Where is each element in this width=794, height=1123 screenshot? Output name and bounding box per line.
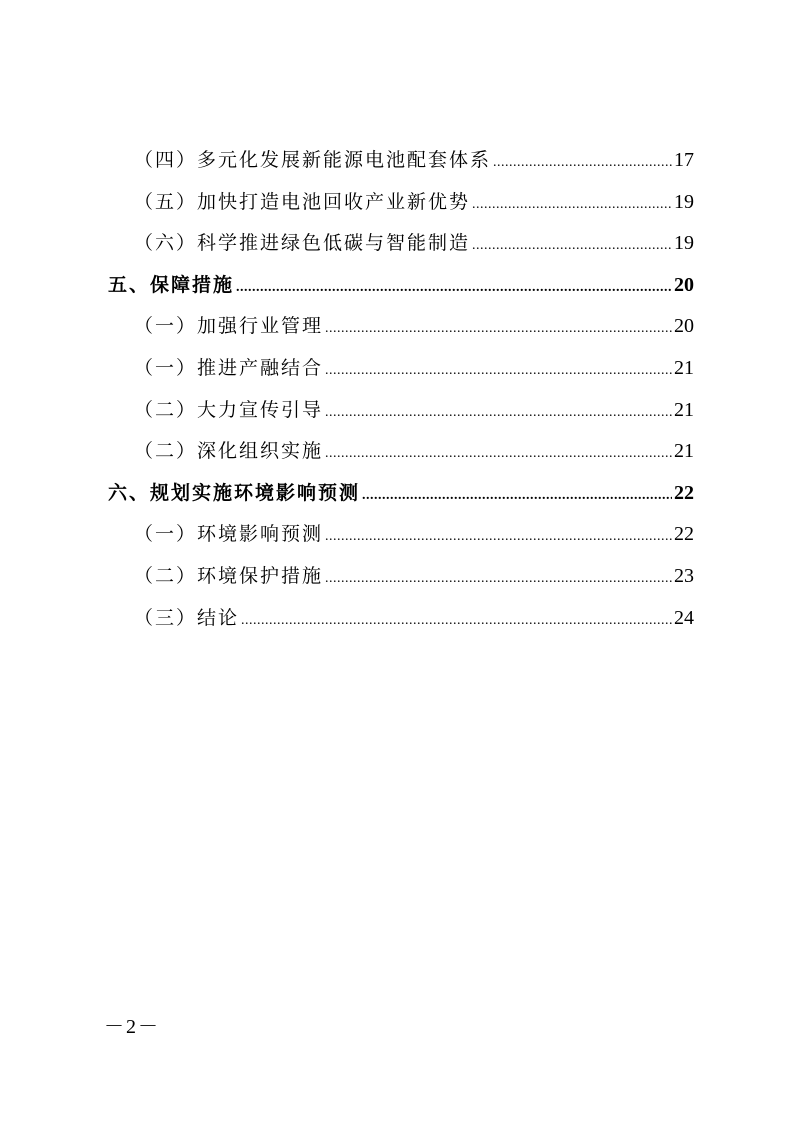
toc-section-page: 22 bbox=[674, 481, 694, 504]
toc-entry-title: （一）推进产融结合 bbox=[134, 356, 324, 379]
toc-dot-leader bbox=[241, 600, 672, 642]
toc-entry-title: （二）深化组织实施 bbox=[134, 440, 324, 463]
toc-dot-leader bbox=[236, 267, 672, 309]
toc-dot-leader bbox=[493, 142, 672, 184]
toc-dot-leader bbox=[472, 225, 672, 267]
toc-entry-5-1b[interactable] bbox=[108, 348, 694, 390]
table-of-contents bbox=[108, 140, 694, 639]
toc-section-6[interactable] bbox=[108, 473, 694, 515]
toc-entry-page: 21 bbox=[674, 398, 694, 421]
toc-dot-leader bbox=[472, 184, 672, 226]
toc-entry-title: （一）加强行业管理 bbox=[134, 315, 324, 338]
toc-entry-page: 17 bbox=[674, 149, 694, 171]
toc-entry-page: 21 bbox=[674, 440, 694, 463]
toc-entry-page: 19 bbox=[674, 232, 694, 255]
toc-entry-6-3[interactable] bbox=[108, 598, 694, 640]
toc-entry-5-1[interactable] bbox=[108, 306, 694, 348]
toc-section-title: 六、规划实施环境影响预测 bbox=[108, 481, 361, 504]
toc-entry-5-2b[interactable] bbox=[108, 431, 694, 473]
toc-entry-title: （三）结论 bbox=[134, 606, 240, 629]
toc-entry-page: 22 bbox=[674, 523, 694, 546]
toc-entry-page: 21 bbox=[674, 356, 694, 379]
toc-dot-leader bbox=[362, 475, 672, 517]
toc-entry-page: 23 bbox=[674, 564, 694, 587]
toc-entry-title: （二）大力宣传引导 bbox=[134, 398, 324, 421]
toc-section-5[interactable] bbox=[108, 265, 694, 307]
toc-dot-leader bbox=[325, 558, 672, 600]
toc-section-page: 20 bbox=[674, 273, 694, 296]
toc-dot-leader bbox=[325, 308, 672, 350]
toc-entry-6-2[interactable] bbox=[108, 556, 694, 598]
toc-entry-title: （五）加快打造电池回收产业新优势 bbox=[134, 190, 471, 213]
toc-entry-5-2[interactable] bbox=[108, 390, 694, 432]
toc-dot-leader bbox=[325, 392, 672, 434]
toc-entry-4-5[interactable] bbox=[108, 182, 694, 224]
toc-entry-title: （一）环境影响预测 bbox=[134, 523, 324, 546]
toc-dot-leader bbox=[325, 433, 672, 475]
page-number: －2－ bbox=[104, 1016, 160, 1038]
toc-section-title: 五、保障措施 bbox=[108, 273, 235, 296]
toc-entry-6-1[interactable] bbox=[108, 514, 694, 556]
toc-dot-leader bbox=[325, 516, 672, 558]
toc-entry-title: （四）多元化发展新能源电池配套体系 bbox=[134, 149, 492, 171]
toc-entry-page: 19 bbox=[674, 190, 694, 213]
toc-dot-leader bbox=[325, 350, 672, 392]
toc-entry-title: （六）科学推进绿色低碳与智能制造 bbox=[134, 232, 471, 255]
toc-entry-page: 24 bbox=[674, 606, 694, 629]
toc-entry-4-4[interactable] bbox=[108, 140, 694, 182]
toc-entry-4-6[interactable] bbox=[108, 223, 694, 265]
toc-entry-title: （二）环境保护措施 bbox=[134, 564, 324, 587]
toc-entry-page: 20 bbox=[674, 315, 694, 338]
